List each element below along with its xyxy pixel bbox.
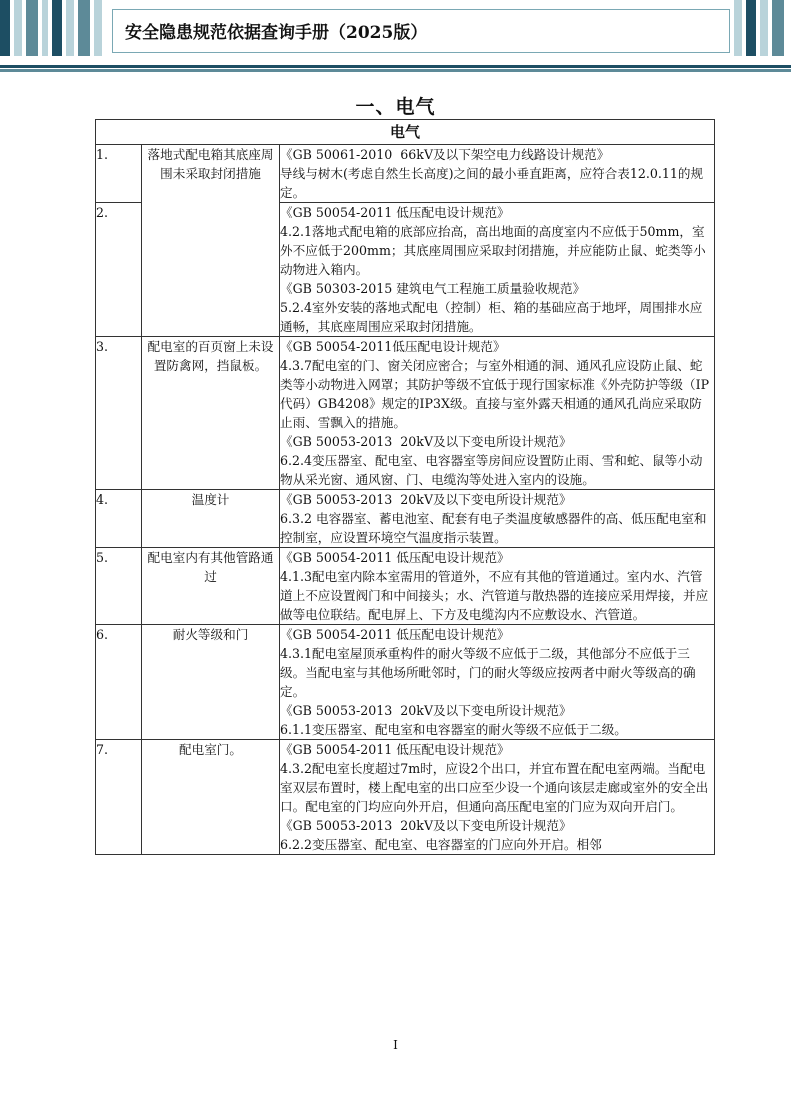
- basis-line: 导线与树木(考虑自然生长高度)之间的最小垂直距离，应符合表12.0.11的规定。: [280, 166, 704, 200]
- row-number: 2.: [96, 203, 142, 337]
- row-number: 6.: [96, 625, 142, 740]
- basis-line: 4.3.7配电室的门、窗关闭应密合；与室外相通的洞、通风孔应设防止鼠、蛇类等小动物进入网罩；其防护等级不宜低于现行国家标准《外壳防护等级（IP代码）GB4208》规定的IP3X级。直接与室外露天相通的通风孔尚应采取防止雨、雪飘入的措施。: [280, 358, 710, 430]
- row-number: 7.: [96, 740, 142, 855]
- basis-line: 4.2.1落地式配电箱的底部应抬高，高出地面的高度室内不应低于50mm，室外不应低于200mm；其底座周围应采取封闭措施，并应能防止鼠、蛇类等小动物进入箱内。: [280, 224, 706, 277]
- table-row: [96, 145, 715, 203]
- row-basis: [280, 625, 715, 740]
- row-basis: [280, 337, 715, 490]
- basis-line: 《GB 50054-2011 低压配电设计规范》: [280, 742, 510, 757]
- category-header-row: [96, 120, 715, 145]
- basis-line: 《GB 50054-2011 低压配电设计规范》: [280, 550, 510, 565]
- basis-line: 4.3.1配电室屋顶承重构件的耐火等级不应低于二级，其他部分不应低于三级。当配电室与其他场所毗邻时，门的耐火等级应按两者中耐火等级高的确定。: [280, 646, 696, 699]
- row-basis: [280, 145, 715, 203]
- basis-line: 《GB 50054-2011 低压配电设计规范》: [280, 205, 510, 220]
- regulation-table: [95, 119, 715, 855]
- row-topic: 配电室内有其他管路通过: [142, 548, 280, 625]
- document-title: 安全隐患规范依据查询手册（2025版）: [125, 23, 428, 43]
- header-decoration-left: [0, 0, 110, 56]
- basis-line: 《GB 50053-2013 20kV及以下变电所设计规范》: [280, 703, 572, 718]
- page-number: I: [393, 1038, 398, 1052]
- row-number: 3.: [96, 337, 142, 490]
- basis-line: 《GB 50054-2011 低压配电设计规范》: [280, 627, 510, 642]
- basis-line: 4.3.2配电室长度超过7m时，应设2个出口，并宜布置在配电室两端。当配电室双层布置时，楼上配电室的出口应至少设一个通向该层走廊或室外的安全出口。配电室的门均应向外开启，但通向高压配电室的门应为双向开启门。: [280, 761, 709, 814]
- basis-line: 6.1.1变压器室、配电室和电容器室的耐火等级不应低于二级。: [280, 722, 627, 737]
- table-row: [96, 625, 715, 740]
- row-number: 1.: [96, 145, 142, 203]
- basis-line: 6.2.4变压器室、配电室、电容器室等房间应设置防止雨、雪和蛇、鼠等小动物从采光窗、通风窗、门、电缆沟等处进入室内的设施。: [280, 453, 703, 487]
- basis-line: 6.2.2变压器室、配电室、电容器室的门应向外开启。相邻: [280, 837, 602, 852]
- basis-line: 5.2.4室外安装的落地式配电（控制）柜、箱的基础应高于地坪，周围排水应通畅，其底座周围应采取封闭措施。: [280, 300, 703, 334]
- row-basis: [280, 203, 715, 337]
- table-row: [96, 740, 715, 855]
- basis-line: 《GB 50303-2015 建筑电气工程施工质量验收规范》: [280, 281, 586, 296]
- row-basis: [280, 740, 715, 855]
- basis-line: 《GB 50053-2013 20kV及以下变电所设计规范》: [280, 434, 572, 449]
- row-topic: 配电室门。: [142, 740, 280, 855]
- row-basis: [280, 490, 715, 548]
- basis-line: 《GB 50061-2010 66kV及以下架空电力线路设计规范》: [280, 147, 610, 162]
- basis-line: 4.1.3配电室内除本室需用的管道外，不应有其他的管道通过。室内水、汽管道上不应设置阀门和中间接头；水、汽管道与散热器的连接应采用焊接，并应做等电位联结。配电屏上、下方及电缆沟内不应敷设水、汽管道。: [280, 569, 709, 622]
- basis-line: 《GB 50053-2013 20kV及以下变电所设计规范》: [280, 818, 572, 833]
- table-row: [96, 548, 715, 625]
- row-basis: [280, 548, 715, 625]
- basis-line: 6.3.2 电容器室、蓄电池室、配套有电子类温度敏感器件的高、低压配电室和控制室，应设置环境空气温度指示装置。: [280, 511, 707, 545]
- row-number: 5.: [96, 548, 142, 625]
- row-topic: 落地式配电箱其底座周围未采取封闭措施: [142, 145, 280, 337]
- basis-line: 《GB 50054-2011低压配电设计规范》: [280, 339, 506, 354]
- header-decoration-right: [732, 0, 791, 56]
- section-title: 一、电气: [355, 96, 436, 118]
- table-row: [96, 490, 715, 548]
- category-header: 电气: [96, 120, 715, 145]
- row-topic: 配电室的百页窗上未设置防禽网，挡鼠板。: [142, 337, 280, 490]
- row-number: 4.: [96, 490, 142, 548]
- row-topic: 耐火等级和门: [142, 625, 280, 740]
- header-rule: [0, 65, 791, 72]
- row-topic: 温度计: [142, 490, 280, 548]
- table-row: [96, 337, 715, 490]
- basis-line: 《GB 50053-2013 20kV及以下变电所设计规范》: [280, 492, 572, 507]
- header-title-box: [112, 9, 730, 53]
